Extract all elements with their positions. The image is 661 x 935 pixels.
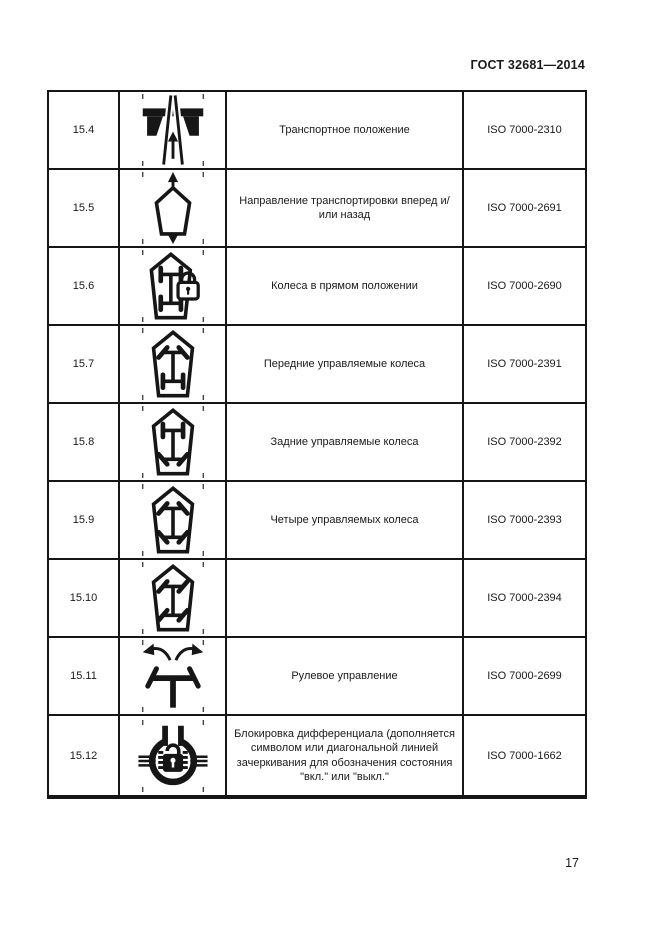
table-row — [48, 247, 586, 325]
table-row — [48, 91, 586, 169]
symbol-description — [226, 559, 463, 637]
row-number: 15.4 — [48, 91, 119, 169]
symbol-cell — [119, 559, 226, 637]
table-row — [48, 559, 586, 637]
differential-lock-icon — [127, 720, 219, 792]
symbol-description: Задние управляемые колеса — [226, 403, 463, 481]
transport-direction-icon — [127, 172, 219, 244]
iso-code: ISO 7000-1662 — [463, 715, 586, 797]
iso-code: ISO 7000-2394 — [463, 559, 586, 637]
front-steered-wheels-icon — [127, 328, 219, 400]
transport-position-icon — [127, 94, 219, 166]
row-number: 15.12 — [48, 715, 119, 797]
four-steered-wheels-icon — [127, 484, 219, 556]
steering-icon — [127, 640, 219, 712]
iso-code: ISO 7000-2393 — [463, 481, 586, 559]
row-number: 15.8 — [48, 403, 119, 481]
symbol-description: Направление транспортировки вперед и/или назад — [226, 169, 463, 247]
symbol-cell — [119, 169, 226, 247]
page-number: 17 — [565, 856, 579, 870]
symbol-description: Колеса в прямом положении — [226, 247, 463, 325]
row-number: 15.6 — [48, 247, 119, 325]
row-number: 15.10 — [48, 559, 119, 637]
table-row — [48, 637, 586, 715]
row-number: 15.7 — [48, 325, 119, 403]
symbol-cell — [119, 247, 226, 325]
table-row — [48, 169, 586, 247]
rear-steered-wheels-icon — [127, 406, 219, 478]
wheels-straight-locked-icon — [127, 250, 219, 322]
symbol-cell — [119, 637, 226, 715]
iso-code: ISO 7000-2699 — [463, 637, 586, 715]
symbol-description: Транспортное положение — [226, 91, 463, 169]
symbol-description: Рулевое управление — [226, 637, 463, 715]
row-number: 15.5 — [48, 169, 119, 247]
symbol-description: Четыре управляемых колеса — [226, 481, 463, 559]
iso-code: ISO 7000-2690 — [463, 247, 586, 325]
table-row — [48, 481, 586, 559]
symbol-cell — [119, 403, 226, 481]
iso-code: ISO 7000-2391 — [463, 325, 586, 403]
crab-steering-icon — [127, 562, 219, 634]
row-number: 15.11 — [48, 637, 119, 715]
symbol-cell — [119, 325, 226, 403]
table-row — [48, 325, 586, 403]
symbol-cell — [119, 715, 226, 797]
iso-code: ISO 7000-2310 — [463, 91, 586, 169]
iso-code: ISO 7000-2691 — [463, 169, 586, 247]
symbol-description: Блокировка дифференциала (дополняется символом или диагональной линией зачеркивания для обозначения состояния "вкл." или "выкл." — [226, 715, 463, 797]
iso-code: ISO 7000-2392 — [463, 403, 586, 481]
symbol-description: Передние управляемые колеса — [226, 325, 463, 403]
row-number: 15.9 — [48, 481, 119, 559]
symbol-cell — [119, 91, 226, 169]
document-header: ГОСТ 32681—2014 — [470, 58, 585, 72]
symbols-table — [47, 90, 587, 799]
table-row — [48, 715, 586, 797]
symbol-cell — [119, 481, 226, 559]
table-row — [48, 403, 586, 481]
